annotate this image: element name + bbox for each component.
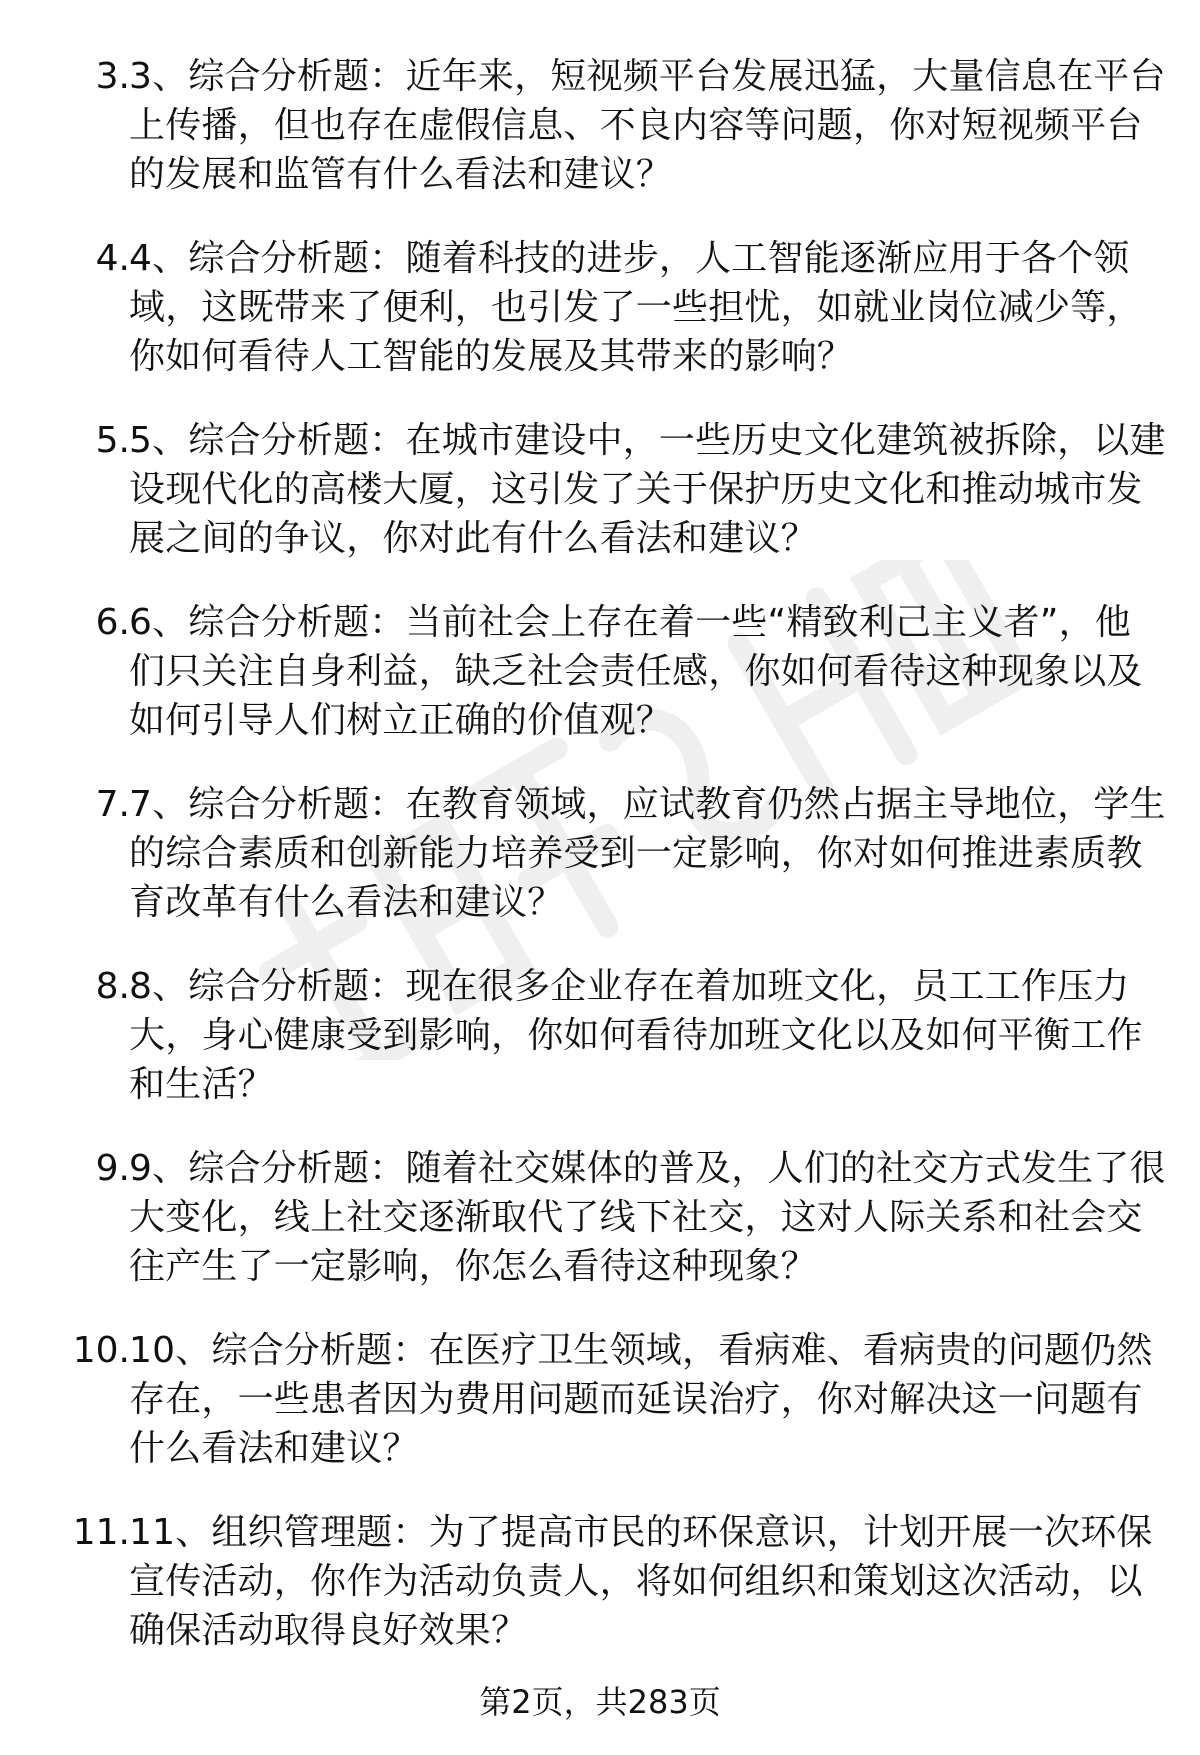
question-line: 育改革有什么看法和建议？ [129,882,564,923]
question-number: 9. [95,1148,130,1189]
question-line: 设现代化的高楼大厦，这引发了关于保护历史文化和推动城市发 [129,469,1143,510]
question-line: 11、组织管理题：为了提高市民的环保意识，计划开展一次环保 [129,1512,1153,1553]
question-line: 如何引导人们树立正确的价值观？ [129,700,673,741]
question-text [129,1144,1169,1291]
question-line: 展之间的争议，你对此有什么看法和建议？ [129,518,817,559]
question-number: 8. [95,966,130,1007]
question-line: 3、综合分析题：近年来，短视频平台发展迅猛，大量信息在平台 [129,56,1166,97]
question-line: 存在，一些患者因为费用问题而延误治疗，你对解决这一问题有 [129,1379,1143,1420]
question-text [129,780,1169,927]
question-item [0,1326,1200,1472]
question-line: 8、综合分析题：现在很多企业存在着加班文化，员工工作压力 [129,966,1130,1007]
question-number: 5. [95,420,130,461]
question-line: 确保活动取得良好效果？ [129,1610,528,1651]
question-item [0,52,1200,198]
question-line: 9、综合分析题：随着社交媒体的普及，人们的社交方式发生了很 [129,1148,1166,1189]
question-number: 10. [72,1330,130,1371]
question-item [0,780,1200,926]
question-line: 什么看法和建议？ [129,1428,419,1469]
question-line: 和生活？ [129,1064,274,1105]
question-number: 6. [95,602,130,643]
question-text [129,234,1169,381]
question-line: 宣传活动，你作为活动负责人，将如何组织和策划这次活动，以 [129,1561,1143,1602]
question-list [0,52,1200,1690]
question-text [129,962,1169,1109]
question-line: 们只关注自身利益，缺乏社会责任感，你如何看待这种现象以及 [129,651,1143,692]
question-line: 5、综合分析题：在城市建设中，一些历史文化建筑被拆除，以建 [129,420,1166,461]
question-number: 7. [95,784,130,825]
question-item [0,1508,1200,1654]
question-line: 域，这既带来了便利，也引发了一些担忧，如就业岗位减少等， [129,287,1143,328]
page-footer: 第2页，共283页 [479,1683,721,1721]
question-line: 往产生了一定影响，你怎么看待这种现象？ [129,1246,817,1287]
question-item [0,234,1200,380]
question-line: 的综合素质和创新能力培养受到一定影响，你对如何推进素质教 [129,833,1143,874]
question-text [129,416,1169,563]
question-line: 你如何看待人工智能的发展及其带来的影响？ [129,336,854,377]
question-number: 4. [95,238,130,279]
question-number: 3. [95,56,130,97]
question-text [129,1326,1169,1473]
question-line: 4、综合分析题：随着科技的进步，人工智能逐渐应用于各个领 [129,238,1130,279]
question-item [0,1144,1200,1290]
question-item [0,598,1200,744]
question-line: 7、综合分析题：在教育领域，应试教育仍然占据主导地位，学生 [129,784,1166,825]
question-text [129,598,1169,745]
question-line: 的发展和监管有什么看法和建议？ [129,154,673,195]
question-text [129,1508,1169,1655]
question-line: 上传播，但也存在虚假信息、不良内容等问题，你对短视频平台 [129,105,1143,146]
question-line: 大，身心健康受到影响，你如何看待加班文化以及如何平衡工作 [129,1015,1143,1056]
question-number: 11. [72,1512,130,1553]
question-text [129,52,1169,199]
question-item [0,962,1200,1108]
question-line: 10、综合分析题：在医疗卫生领域，看病难、看病贵的问题仍然 [129,1330,1153,1371]
question-item [0,416,1200,562]
question-line: 6、综合分析题：当前社会上存在着一些“精致利己主义者”，他 [129,602,1132,643]
question-line: 大变化，线上社交逐渐取代了线下社交，这对人际关系和社会交 [129,1197,1143,1238]
